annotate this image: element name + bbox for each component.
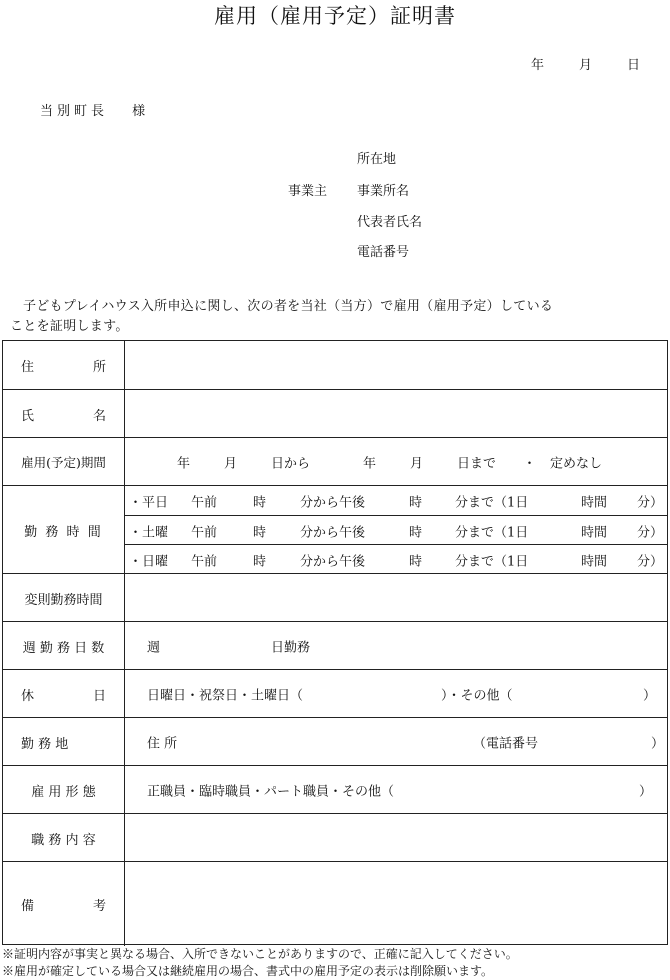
hours-m2: 分まで（1日: [455, 495, 529, 510]
weekly-days-field[interactable]: [125, 622, 667, 670]
workplace-field[interactable]: [125, 718, 667, 766]
row-remarks: [3, 861, 667, 946]
hours-h2: 時: [409, 554, 423, 570]
label-char: 考: [92, 898, 106, 914]
label-char: 日: [92, 688, 106, 704]
hours-end: 分）: [637, 495, 664, 510]
intro-text: [10, 297, 553, 337]
hours-h2: 時: [409, 495, 423, 510]
hours-h3: 時間: [581, 525, 608, 540]
hours-am: 午前: [191, 525, 218, 540]
intro-line-2: ことを証明します。: [10, 319, 129, 334]
hours-day: ・土曜: [129, 525, 169, 540]
period-from-suffix: 日から: [271, 456, 311, 472]
row-period: [3, 437, 667, 486]
label-char: 所: [92, 359, 106, 375]
holidays-field[interactable]: [125, 670, 667, 718]
date-day: 日: [627, 58, 641, 73]
hours-m1: 分から午後: [300, 495, 366, 510]
employment-type-value: 正職員・臨時職員・パート職員・その他（: [147, 784, 395, 800]
row-job: [3, 813, 667, 862]
label-char: 住: [21, 359, 35, 375]
employment-type-field[interactable]: [125, 766, 667, 814]
hours-m2: 分まで（1日: [455, 554, 529, 570]
hours-h2: 時: [409, 525, 423, 540]
workplace-close: ）: [651, 736, 665, 752]
employer-phone-label: 電話番号: [357, 245, 410, 260]
footnote-2: ※雇用が確定している場合又は継続雇用の場合、書式中の雇用予定の表示は削除願います。: [2, 964, 494, 978]
hours-m1: 分から午後: [300, 554, 366, 570]
row-employment-type: [3, 765, 667, 814]
hours-h3: 時間: [581, 554, 608, 570]
label-char: 名: [92, 408, 106, 424]
period-from-year: 年: [177, 456, 191, 472]
row-hours-label: 勤 務 時 間: [3, 486, 125, 574]
hours-am: 午前: [191, 554, 218, 570]
row-remarks-label: [3, 862, 125, 946]
intro-line-1: 子どもプレイハウス入所申込に関し、次の者を当社（当方）で雇用（雇用予定）している: [23, 299, 554, 314]
hours-m1: 分から午後: [300, 525, 366, 540]
date-month: 月: [579, 58, 593, 73]
period-to-suffix: 日まで: [457, 456, 497, 472]
period-to-month: 月: [410, 456, 424, 472]
row-address-label: [3, 341, 125, 389]
row-variable-hours-label: 変則勤務時間: [3, 574, 125, 622]
hours-am: 午前: [191, 495, 218, 510]
period-to-year: 年: [363, 456, 377, 472]
hours-field: [125, 486, 667, 574]
workplace-address: 住 所: [147, 736, 178, 752]
row-workplace: [3, 717, 667, 766]
label-char: 備: [21, 898, 35, 914]
employment-type-close: ）: [639, 784, 653, 800]
period-none-label: 定めなし: [550, 456, 603, 472]
hours-line-sunday[interactable]: [125, 544, 667, 575]
hours-end: 分）: [637, 525, 664, 540]
hours-h1: 時: [253, 495, 267, 510]
variable-hours-field[interactable]: [125, 574, 667, 622]
row-workplace-label: 勤 務 地: [3, 718, 125, 766]
employer-office-label: 事業所名: [357, 184, 410, 199]
hours-h3: 時間: [581, 495, 608, 510]
job-field[interactable]: [125, 814, 667, 862]
employer-group-label: 事業主: [288, 184, 328, 199]
label-char: 氏: [21, 408, 35, 424]
holidays-mid: ）・その他（: [441, 688, 513, 704]
employer-address-label: 所在地: [357, 152, 397, 167]
row-hours: [3, 485, 667, 574]
label-char: 休: [21, 688, 35, 704]
row-employment-type-label: 雇 用 形 態: [3, 766, 125, 814]
row-job-label: 職 務 内 容: [3, 814, 125, 862]
period-separator: ・: [523, 456, 537, 472]
name-field[interactable]: [125, 390, 667, 438]
holidays-value: 日曜日・祝祭日・土曜日（: [147, 688, 304, 704]
hours-line-weekday[interactable]: [125, 486, 667, 515]
hours-line-saturday[interactable]: [125, 515, 667, 545]
employer-representative-label: 代表者氏名: [357, 215, 423, 230]
workplace-phone: （電話番号: [473, 736, 539, 752]
row-address: [3, 341, 667, 389]
addressee-honorific: 様: [132, 104, 150, 119]
row-name: [3, 389, 667, 438]
hours-h1: 時: [253, 525, 267, 540]
hours-m2: 分まで（1日: [455, 525, 529, 540]
row-weekly-days-label: 週 勤 務 日 数: [3, 622, 125, 670]
footnotes: [2, 946, 518, 980]
hours-day: ・平日: [129, 495, 169, 510]
remarks-field[interactable]: [125, 862, 667, 946]
holidays-close: ）: [643, 688, 657, 704]
footnote-1: ※証明内容が事実と異なる場合、入所できないことがありますので、正確に記入してください。: [2, 947, 518, 961]
document-title: 雇用（雇用予定）証明書: [214, 4, 456, 28]
row-holidays-label: [3, 670, 125, 718]
hours-day: ・日曜: [129, 554, 169, 570]
addressee: [40, 100, 149, 119]
addressee-name: 当別町長: [40, 104, 109, 119]
weekly-days-suffix: 日勤務: [271, 640, 311, 656]
row-variable-hours: [3, 573, 667, 622]
period-field[interactable]: [125, 438, 667, 486]
row-name-label: [3, 390, 125, 438]
address-field[interactable]: [125, 341, 667, 389]
row-holidays: [3, 669, 667, 718]
hours-h1: 時: [253, 554, 267, 570]
weekly-days-prefix: 週: [147, 640, 161, 656]
row-weekly-days: [3, 621, 667, 670]
date-year: 年: [531, 58, 545, 73]
hours-end: 分）: [637, 554, 664, 570]
certificate-table: [2, 340, 668, 945]
period-from-month: 月: [224, 456, 238, 472]
row-period-label: 雇用(予定)期間: [3, 438, 125, 486]
